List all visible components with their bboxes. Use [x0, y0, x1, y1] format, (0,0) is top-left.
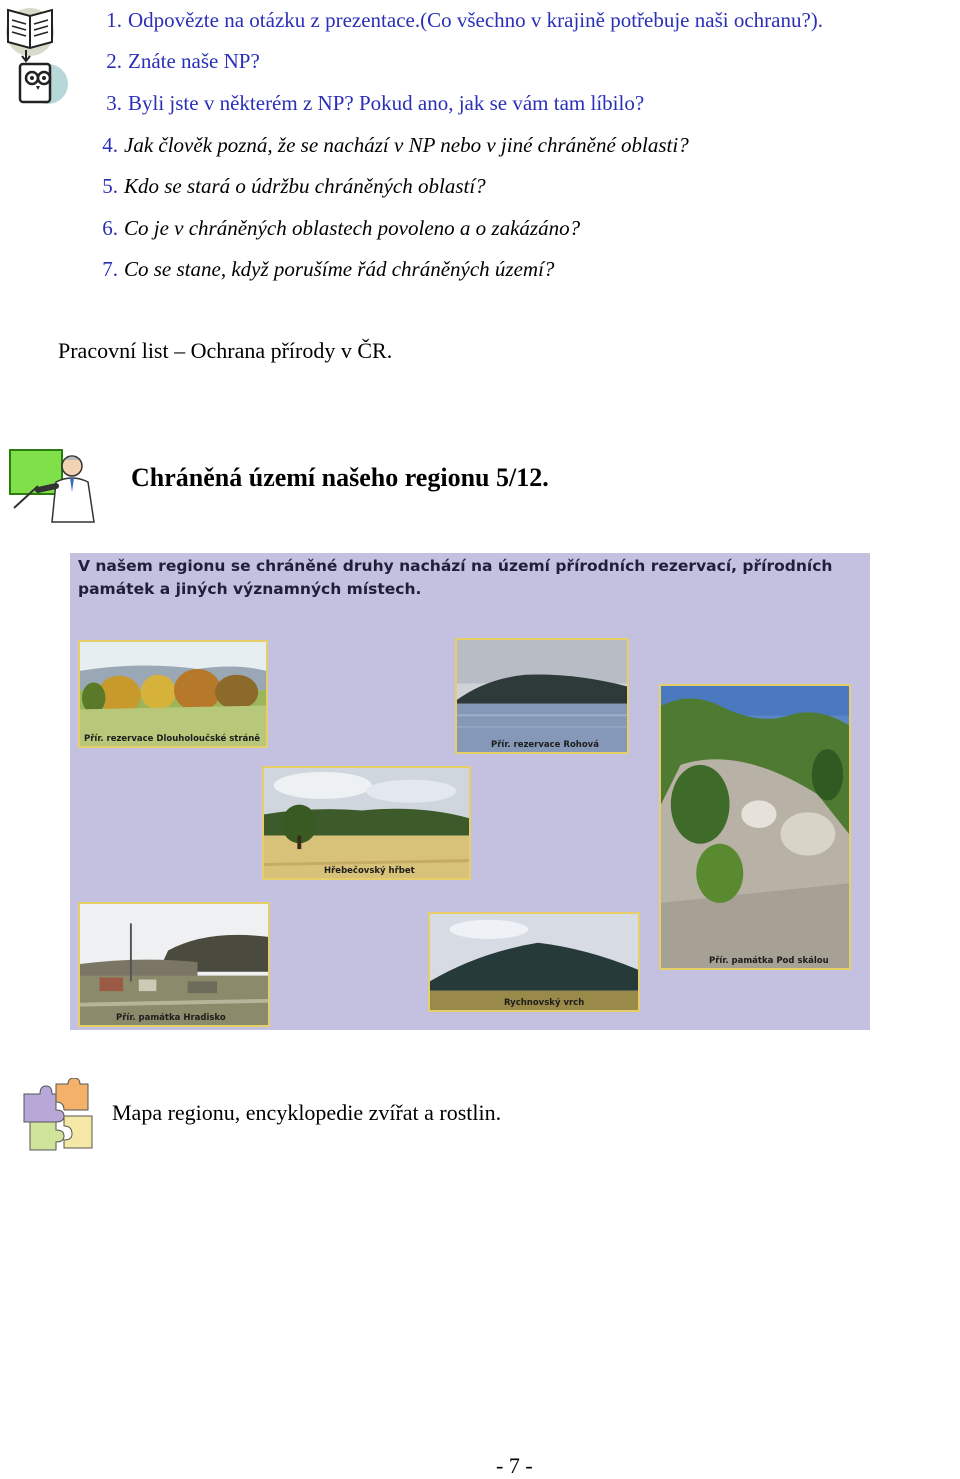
photo-pod-skalou [659, 684, 851, 970]
teacher-icon [4, 446, 98, 524]
photo-caption: Přír. rezervace Rohová [491, 740, 599, 750]
region-photo-panel [70, 553, 870, 1030]
photo-dlouholoucske-strane [78, 640, 268, 748]
puzzle-icon [20, 1078, 96, 1152]
resources-line: Mapa regionu, encyklopedie zvířat a rostlin. [112, 1100, 502, 1125]
page-number: - 7 - [496, 1453, 533, 1478]
question-1: 1. Odpovězte na otázku z prezentace.(Co všechno v krajině potřebuje naši ochranu?). [106, 8, 824, 32]
photo-caption: Hřebečovský hřbet [324, 866, 415, 876]
photo-hradisko [78, 902, 270, 1027]
panel-caption: V našem regionu se chráněné druhy nachází na území přírodních rezervací, přírodních památek a jiných významných místech. [78, 557, 833, 598]
question-2: 2. Znáte naše NP? [106, 49, 260, 73]
question-6: 6. Co je v chráněných oblastech povoleno a o zakázáno? [102, 216, 581, 240]
question-4: 4. Jak člověk pozná, že se nachází v NP nebo v jiné chráněné oblasti? [102, 133, 689, 157]
photo-rohova [455, 638, 629, 754]
question-3: 3. Byli jste v některém z NP? Pokud ano, jak se vám tam líbilo? [106, 91, 645, 115]
photo-hrebecovsky-hrbet [262, 766, 471, 880]
photo-caption: Přír. památka Hradisko [116, 1013, 226, 1023]
worksheet-line: Pracovní list – Ochrana přírody v ČR. [58, 338, 393, 363]
question-7: 7. Co se stane, když porušíme řád chráněných území? [102, 257, 555, 281]
question-5: 5. Kdo se stará o údržbu chráněných oblastí? [102, 174, 486, 198]
book-owl-icon [2, 2, 68, 106]
photo-caption: Přír. rezervace Dlouholoučské stráně [84, 734, 261, 744]
photo-rychnovsky-vrch [428, 912, 640, 1012]
photo-caption: Přír. památka Pod skálou [709, 956, 829, 966]
photo-caption: Rychnovský vrch [504, 998, 585, 1008]
section-title: Chráněná území našeho regionu 5/12. [131, 463, 549, 492]
